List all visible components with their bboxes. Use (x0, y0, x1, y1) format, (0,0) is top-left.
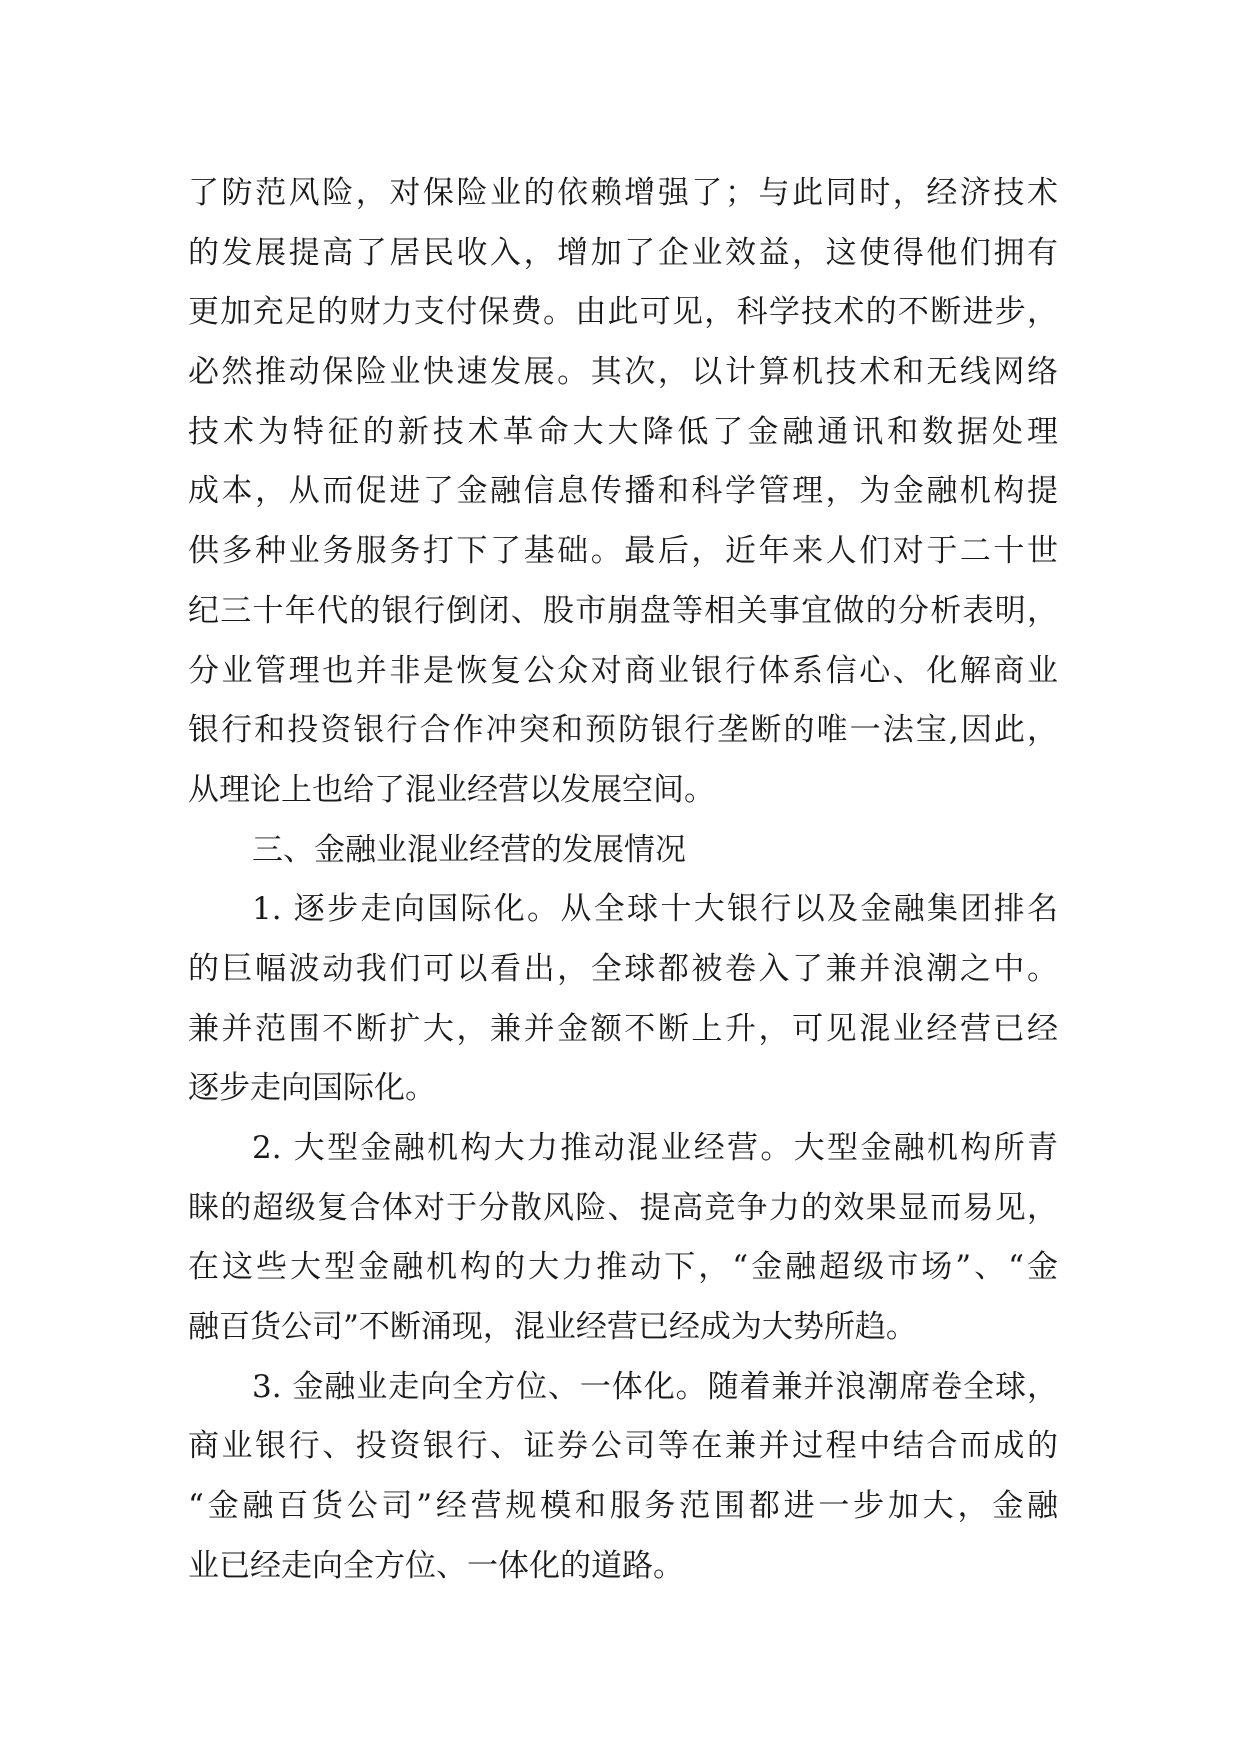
text-line: 1. 逐步走向国际化。从全球十大银行以及金融集团排名 (252, 891, 1058, 928)
text-line: 分业管理也并非是恢复公众对商业银行体系信心、化解商业 (188, 652, 1058, 689)
text-line: 成本，从而促进了金融信息传播和科学管理，为金融机构提 (188, 473, 1058, 510)
text-line: 纪三十年代的银行倒闭、股市崩盘等相关事宜做的分析表明， (188, 592, 1058, 629)
text-line: 逐步走向国际化。 (188, 1070, 436, 1107)
text-line: 在这些大型金融机构的大力推动下，“金融超级市场”、“金 (188, 1249, 1058, 1286)
text-line: 从理论上也给了混业经营以发展空间。 (188, 771, 715, 808)
text-line: 的巨幅波动我们可以看出，全球都被卷入了兼并浪潮之中。 (188, 950, 1058, 987)
text-line: 银行和投资银行合作冲突和预防银行垄断的唯一法宝,因此， (188, 712, 1058, 749)
text-line: 更加充足的财力支付保费。由此可见，科学技术的不断进步， (188, 294, 1058, 331)
text-line: 三、金融业混业经营的发展情况 (252, 831, 686, 868)
document-body (188, 164, 1058, 1597)
text-line: 2. 大型金融机构大力推动混业经营。大型金融机构所青 (252, 1130, 1058, 1166)
text-line: 的发展提高了居民收入，增加了企业效益，这使得他们拥有 (188, 234, 1058, 271)
text-line: 兼并范围不断扩大，兼并金额不断上升，可见混业经营已经 (188, 1010, 1058, 1047)
text-line: 睐的超级复合体对于分散风险、提高竞争力的效果显而易见， (188, 1189, 1058, 1226)
text-line: 3. 金融业走向全方位、一体化。随着兼并浪潮席卷全球， (252, 1368, 1058, 1405)
text-line: 商业银行、投资银行、证券公司等在兼并过程中结合而成的 (188, 1428, 1058, 1465)
text-line: 供多种业务服务打下了基础。最后，近年来人们对于二十世 (188, 533, 1058, 570)
text-line: “金融百货公司”经营规模和服务范围都进一步加大，金融 (188, 1488, 1058, 1525)
text-line: 了防范风险，对保险业的依赖增强了；与此同时，经济技术 (188, 175, 1058, 211)
text-line: 技术为特征的新技术革命大大降低了金融通讯和数据处理 (188, 413, 1058, 450)
text-line: 融百货公司”不断涌现，混业经营已经成为大势所趋。 (188, 1309, 917, 1346)
text-line: 业已经走向全方位、一体化的道路。 (188, 1547, 684, 1584)
text-line: 必然推动保险业快速发展。其次，以计算机技术和无线网络 (188, 354, 1058, 391)
